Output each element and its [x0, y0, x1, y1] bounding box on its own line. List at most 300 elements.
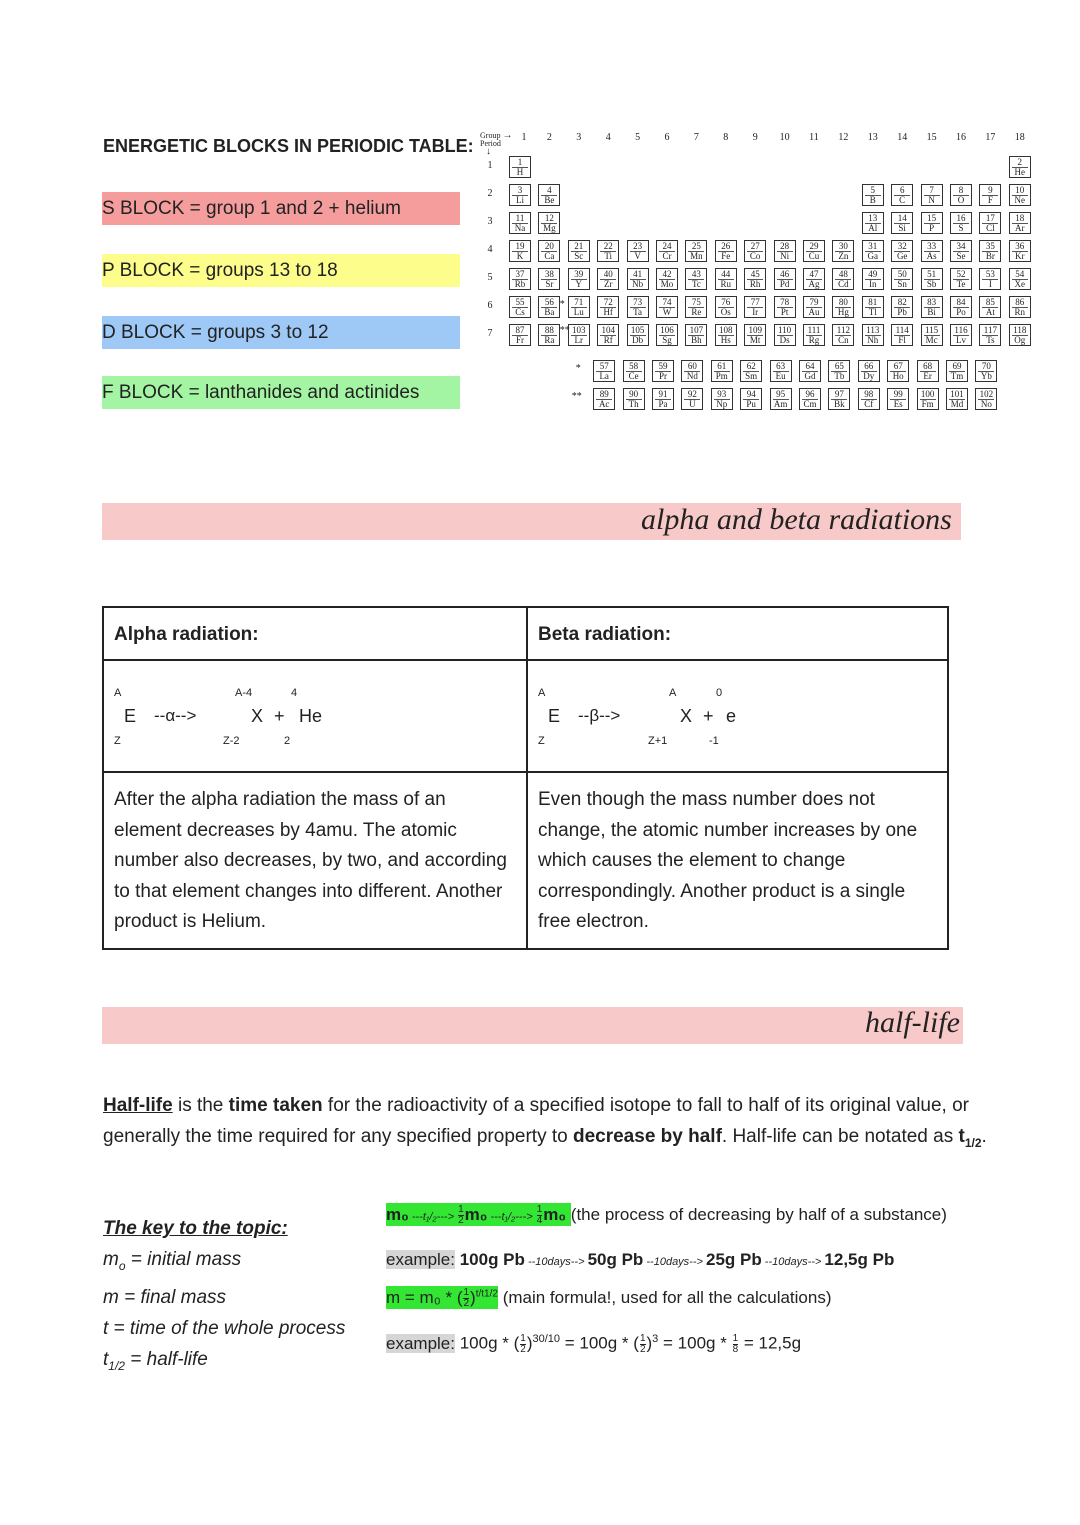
element-symbol: Pa: [655, 399, 671, 409]
atomic-number: 100: [920, 389, 935, 399]
element-symbol: Ir: [747, 307, 763, 317]
element-symbol: Na: [512, 223, 528, 233]
element-cell-o: [950, 184, 972, 206]
atomic-number: 37: [515, 269, 525, 279]
element-symbol: Ra: [541, 335, 557, 345]
element-symbol: As: [924, 251, 940, 261]
element-cell-la: [593, 360, 615, 382]
element-symbol: Cf: [861, 399, 877, 409]
element-symbol: Fr: [512, 335, 528, 345]
period-number: 1: [487, 160, 493, 171]
period-number: 5: [487, 272, 493, 283]
atomic-number: 38: [544, 269, 554, 279]
element-cell-k: [509, 240, 531, 262]
atomic-number: 63: [776, 361, 786, 371]
atomic-number: 27: [750, 241, 760, 251]
atomic-number: 97: [834, 389, 844, 399]
period-arrow-icon: ↓: [486, 146, 491, 157]
element-cell-ga: [862, 240, 884, 262]
element-symbol: La: [596, 371, 612, 381]
atomic-number: 31: [868, 241, 878, 251]
atomic-number: 44: [721, 269, 731, 279]
element-symbol: Hf: [600, 307, 616, 317]
element-cell-bi: [921, 296, 943, 318]
element-cell-am: [770, 388, 792, 410]
element-cell-al: [862, 212, 884, 234]
element-cell-es: [887, 388, 909, 410]
element-cell-ru: [715, 268, 737, 290]
element-cell-mo: [656, 268, 678, 290]
element-cell-md: [946, 388, 968, 410]
element-cell-pr: [652, 360, 674, 382]
element-cell-p: [921, 212, 943, 234]
element-symbol: Nd: [684, 371, 700, 381]
atomic-number: 93: [717, 389, 727, 399]
atomic-number: 76: [721, 297, 731, 307]
element-cell-f: [979, 184, 1001, 206]
atomic-number: 112: [836, 325, 850, 335]
element-cell-ra: [538, 324, 560, 346]
element-symbol: Fl: [894, 335, 910, 345]
element-cell-ne: [1009, 184, 1031, 206]
element-symbol: Ge: [894, 251, 910, 261]
element-cell-sr: [538, 268, 560, 290]
element-cell-ge: [891, 240, 913, 262]
element-cell-fl: [891, 324, 913, 346]
element-symbol: Lu: [571, 307, 587, 317]
element-cell-np: [711, 388, 733, 410]
half-life-definition: [103, 1090, 1003, 1159]
f-block-label: F BLOCK = lanthanides and actinides: [102, 376, 460, 409]
beta-element: E: [548, 706, 561, 726]
element-cell-se: [950, 240, 972, 262]
element-cell-cf: [858, 388, 880, 410]
element-symbol: Ga: [865, 251, 881, 261]
half-life-title: half-life: [865, 1006, 960, 1039]
element-cell-h: [509, 156, 531, 178]
atomic-number: 117: [983, 325, 997, 335]
element-symbol: Be: [541, 195, 557, 205]
lanthanide-row-marker: *: [575, 363, 581, 374]
element-cell-db: [627, 324, 649, 346]
atomic-number: 69: [952, 361, 962, 371]
element-cell-sb: [921, 268, 943, 290]
atomic-number: 7: [929, 185, 934, 195]
alpha-element: E: [124, 706, 137, 726]
period-number: 7: [487, 328, 493, 339]
period-number: 4: [487, 244, 493, 255]
atomic-number: 99: [893, 389, 903, 399]
element-cell-mg: [538, 212, 560, 234]
element-symbol: Tm: [950, 371, 964, 381]
atomic-number: 4: [547, 185, 552, 195]
element-cell-rh: [744, 268, 766, 290]
atomic-number: 79: [809, 297, 819, 307]
element-symbol: Sc: [571, 251, 587, 261]
element-symbol: He: [1012, 167, 1028, 177]
element-symbol: In: [865, 279, 881, 289]
element-symbol: Fe: [718, 251, 734, 261]
element-symbol: K: [512, 251, 528, 261]
group-number: 17: [985, 132, 996, 143]
element-symbol: Re: [688, 307, 704, 317]
element-cell-ti: [597, 240, 619, 262]
element-symbol: Bi: [924, 307, 940, 317]
element-symbol: O: [953, 195, 969, 205]
element-cell-ac: [593, 388, 615, 410]
element-symbol: Mc: [925, 335, 938, 345]
element-cell-fr: [509, 324, 531, 346]
atomic-number: 71: [574, 297, 584, 307]
element-symbol: Tc: [688, 279, 704, 289]
element-symbol: Np: [714, 399, 730, 409]
element-cell-eu: [770, 360, 792, 382]
element-symbol: Yb: [978, 371, 994, 381]
atomic-number: 9: [988, 185, 993, 195]
period-number: 2: [487, 188, 493, 199]
element-symbol: Ce: [626, 371, 642, 381]
element-cell-os: [715, 296, 737, 318]
element-cell-xe: [1009, 268, 1031, 290]
definition-notation: t: [958, 1126, 965, 1147]
atomic-number: 55: [515, 297, 525, 307]
atomic-number: 5: [870, 185, 876, 195]
element-symbol: Gd: [802, 371, 818, 381]
element-symbol: S: [953, 223, 969, 233]
atomic-number: 92: [687, 389, 697, 399]
key-legend: [103, 1213, 345, 1382]
atomic-number: 54: [1015, 269, 1025, 279]
element-symbol: Md: [950, 399, 964, 409]
atomic-number: 18: [1015, 213, 1025, 223]
element-cell-th: [623, 388, 645, 410]
alpha-product-he: He: [299, 706, 323, 726]
element-cell-mt: [744, 324, 766, 346]
alpha-beta-title: alpha and beta radiations: [641, 503, 952, 536]
element-symbol: Sr: [541, 279, 557, 289]
atomic-number: 58: [629, 361, 639, 371]
element-cell-cm: [799, 388, 821, 410]
atomic-number: 87: [515, 325, 525, 335]
element-cell-er: [917, 360, 939, 382]
beta-arrow: --β-->: [578, 706, 621, 725]
element-cell-kr: [1009, 240, 1031, 262]
atomic-number: 41: [633, 269, 643, 279]
group-number: 13: [867, 132, 878, 143]
group-number: 1: [521, 132, 527, 143]
element-symbol: Dy: [861, 371, 877, 381]
atomic-number: 29: [809, 241, 819, 251]
element-symbol: Mg: [543, 223, 556, 233]
group-number: 11: [809, 132, 819, 143]
atomic-number: 80: [838, 297, 848, 307]
atomic-number: 104: [601, 325, 615, 335]
actinide-marker: **: [559, 325, 570, 336]
element-symbol: Nh: [865, 335, 881, 345]
element-symbol: Ds: [777, 335, 793, 345]
atomic-number: 43: [691, 269, 701, 279]
atomic-number: 45: [750, 269, 760, 279]
key-line: t = time of the whole process: [103, 1317, 346, 1339]
element-cell-mn: [685, 240, 707, 262]
element-cell-cd: [832, 268, 854, 290]
element-cell-ir: [744, 296, 766, 318]
element-symbol: Am: [773, 399, 788, 409]
beta-electron-mass: 0: [716, 687, 723, 699]
group-arrow-icon: →: [502, 130, 513, 141]
atomic-number: 109: [748, 325, 762, 335]
atomic-number: 91: [658, 389, 668, 399]
element-symbol: N: [924, 195, 940, 205]
group-number: 3: [576, 132, 582, 143]
element-cell-pb: [891, 296, 913, 318]
element-cell-i: [979, 268, 1001, 290]
element-symbol: Ti: [600, 251, 616, 261]
element-cell-ca: [538, 240, 560, 262]
group-number: 18: [1014, 132, 1025, 143]
element-cell-br: [979, 240, 1001, 262]
group-number: 4: [605, 132, 611, 143]
element-symbol: Rn: [1012, 307, 1028, 317]
atomic-number: 73: [633, 297, 643, 307]
element-symbol: Tb: [831, 371, 847, 381]
beta-x-atomic: Z+1: [648, 735, 668, 747]
element-symbol: Db: [630, 335, 646, 345]
element-symbol: U: [684, 399, 700, 409]
group-label: Group: [480, 131, 501, 140]
alpha-atomic-number: Z: [114, 735, 121, 747]
element-cell-re: [685, 296, 707, 318]
element-cell-lu: [568, 296, 590, 318]
atomic-number: 114: [895, 325, 909, 335]
element-symbol: Rh: [747, 279, 763, 289]
group-number: 2: [546, 132, 552, 143]
definition-text-2: for the radioactivity of a specified isotope to fall to half of its original value, or generally the time required for any specified property to: [103, 1095, 969, 1147]
atomic-number: 68: [923, 361, 933, 371]
lanthanide-marker: *: [559, 299, 565, 310]
atomic-number: 110: [778, 325, 792, 335]
atomic-number: 70: [981, 361, 991, 371]
beta-atomic-number: Z: [538, 735, 545, 747]
element-cell-s: [950, 212, 972, 234]
alpha-plus: +: [274, 706, 285, 726]
radiation-table: [102, 606, 949, 950]
group-number: 12: [838, 132, 849, 143]
element-cell-gd: [799, 360, 821, 382]
element-symbol: Sb: [924, 279, 940, 289]
element-symbol: Cu: [806, 251, 822, 261]
atomic-number: 2: [1017, 157, 1023, 167]
atomic-number: 56: [544, 297, 554, 307]
atomic-number: 89: [599, 389, 609, 399]
element-symbol: No: [978, 399, 994, 409]
alpha-x-atomic: Z-2: [223, 735, 240, 747]
element-symbol: Pu: [743, 399, 759, 409]
element-cell-rg: [803, 324, 825, 346]
element-cell-ni: [774, 240, 796, 262]
atomic-number: 81: [868, 297, 878, 307]
group-number: 5: [635, 132, 641, 143]
atomic-number: 42: [662, 269, 672, 279]
d-block-label: D BLOCK = groups 3 to 12: [102, 316, 460, 349]
atomic-number: 51: [927, 269, 937, 279]
element-cell-zr: [597, 268, 619, 290]
element-cell-pa: [652, 388, 674, 410]
atomic-number: 53: [985, 269, 995, 279]
element-cell-tc: [685, 268, 707, 290]
element-cell-pt: [774, 296, 796, 318]
atomic-number: 33: [927, 241, 937, 251]
element-symbol: Se: [953, 251, 969, 261]
element-symbol: Hs: [718, 335, 734, 345]
element-symbol: Th: [626, 399, 642, 409]
atomic-number: 102: [979, 389, 994, 399]
element-symbol: Cr: [659, 251, 675, 261]
key-line: $t_{1/2}$ = half-life: [103, 1348, 208, 1373]
element-cell-ar: [1009, 212, 1031, 234]
element-symbol: Hg: [835, 307, 851, 317]
definition-text-3: . Half-life can be notated as: [721, 1126, 959, 1147]
element-cell-fe: [715, 240, 737, 262]
atomic-number: 61: [717, 361, 727, 371]
element-cell-tl: [862, 296, 884, 318]
atomic-number: 111: [807, 325, 821, 335]
atomic-number: 98: [864, 389, 874, 399]
element-cell-ta: [627, 296, 649, 318]
element-symbol: Ba: [541, 307, 557, 317]
atomic-number: 62: [746, 361, 756, 371]
element-symbol: Mt: [747, 335, 763, 345]
element-cell-na: [509, 212, 531, 234]
element-symbol: H: [512, 167, 528, 177]
element-symbol: Ru: [718, 279, 734, 289]
element-cell-n: [921, 184, 943, 206]
alpha-mass-number: A: [114, 687, 122, 699]
atomic-number: 72: [603, 297, 613, 307]
element-symbol: Ho: [890, 371, 906, 381]
element-cell-au: [803, 296, 825, 318]
definition-bold-1: time taken: [228, 1095, 323, 1116]
atomic-number: 48: [838, 269, 848, 279]
definition-term: Half-life: [103, 1095, 173, 1116]
element-symbol: Y: [571, 279, 587, 289]
atomic-number: 59: [658, 361, 668, 371]
beta-plus: +: [703, 706, 714, 726]
atomic-number: 75: [691, 297, 701, 307]
element-cell-dy: [858, 360, 880, 382]
beta-product-x: X: [680, 706, 693, 726]
element-cell-nb: [627, 268, 649, 290]
element-cell-hf: [597, 296, 619, 318]
definition-bold-2: decrease by half: [572, 1126, 722, 1147]
element-cell-c: [891, 184, 913, 206]
element-symbol: Bh: [688, 335, 704, 345]
atomic-number: 94: [746, 389, 756, 399]
definition-text-1: is the: [172, 1095, 229, 1116]
atomic-number: 6: [899, 185, 905, 195]
element-cell-v: [627, 240, 649, 262]
element-cell-cs: [509, 296, 531, 318]
atomic-number: 14: [897, 213, 907, 223]
element-cell-ba: [538, 296, 560, 318]
element-cell-rn: [1009, 296, 1031, 318]
element-symbol: Po: [953, 307, 969, 317]
element-cell-pu: [740, 388, 762, 410]
atomic-number: 47: [809, 269, 819, 279]
group-number: 7: [693, 132, 699, 143]
element-cell-li: [509, 184, 531, 206]
element-cell-hg: [832, 296, 854, 318]
element-symbol: Nb: [630, 279, 646, 289]
element-cell-tb: [828, 360, 850, 382]
period-number: 6: [487, 300, 493, 311]
element-cell-bk: [828, 388, 850, 410]
element-cell-pd: [774, 268, 796, 290]
key-title: The key to the topic:: [103, 1218, 288, 1239]
atomic-number: 82: [897, 297, 907, 307]
atomic-number: 95: [776, 389, 786, 399]
element-symbol: Lr: [571, 335, 587, 345]
atomic-number: 116: [954, 325, 968, 335]
atomic-number: 65: [834, 361, 844, 371]
atomic-number: 67: [893, 361, 903, 371]
element-cell-cr: [656, 240, 678, 262]
atomic-number: 15: [927, 213, 937, 223]
element-symbol: F: [982, 195, 998, 205]
alpha-he-atomic: 2: [284, 735, 291, 747]
atomic-number: 40: [603, 269, 613, 279]
atomic-number: 39: [574, 269, 584, 279]
atomic-number: 22: [603, 241, 613, 251]
element-symbol: Co: [747, 251, 763, 261]
atomic-number: 101: [950, 389, 964, 399]
atomic-number: 20: [544, 241, 554, 251]
element-cell-tm: [946, 360, 968, 382]
group-number: 14: [897, 132, 908, 143]
atomic-number: 90: [629, 389, 639, 399]
element-cell-si: [891, 212, 913, 234]
element-symbol: Ac: [596, 399, 612, 409]
element-symbol: Og: [1012, 335, 1028, 345]
group-number: 8: [723, 132, 729, 143]
beta-x-mass: A: [669, 687, 677, 699]
main-formula: m = m₀ * ( $\frac{1}{2})^{t/t1/2}$ (main formula!, used for all the calculations): [386, 1287, 832, 1310]
example-calculation: example: 100g * ( $\frac{1}{2})^{30/10} = 100g$ * ( $\frac{1}{2})^3 = 100g$ * $\frac{1}{8} = 12,5g$: [386, 1332, 802, 1355]
atomic-number: 96: [805, 389, 815, 399]
atomic-number: 74: [662, 297, 672, 307]
atomic-number: 10: [1015, 185, 1025, 195]
periodic-table: [0, 0, 1080, 420]
element-symbol: Eu: [773, 371, 789, 381]
atomic-number: 12: [544, 213, 554, 223]
element-cell-te: [950, 268, 972, 290]
element-cell-b: [862, 184, 884, 206]
atomic-number: 115: [925, 325, 939, 335]
element-cell-yb: [975, 360, 997, 382]
element-cell-ce: [623, 360, 645, 382]
atomic-number: 77: [750, 297, 760, 307]
atomic-number: 108: [719, 325, 733, 335]
element-symbol: Cs: [512, 307, 528, 317]
atomic-number: 24: [662, 241, 672, 251]
element-symbol: Ta: [630, 307, 646, 317]
element-symbol: Si: [894, 223, 910, 233]
atomic-number: 57: [599, 361, 609, 371]
element-symbol: Lv: [953, 335, 969, 345]
atomic-number: 50: [897, 269, 907, 279]
atomic-number: 19: [515, 241, 525, 251]
element-symbol: Cm: [803, 399, 817, 409]
